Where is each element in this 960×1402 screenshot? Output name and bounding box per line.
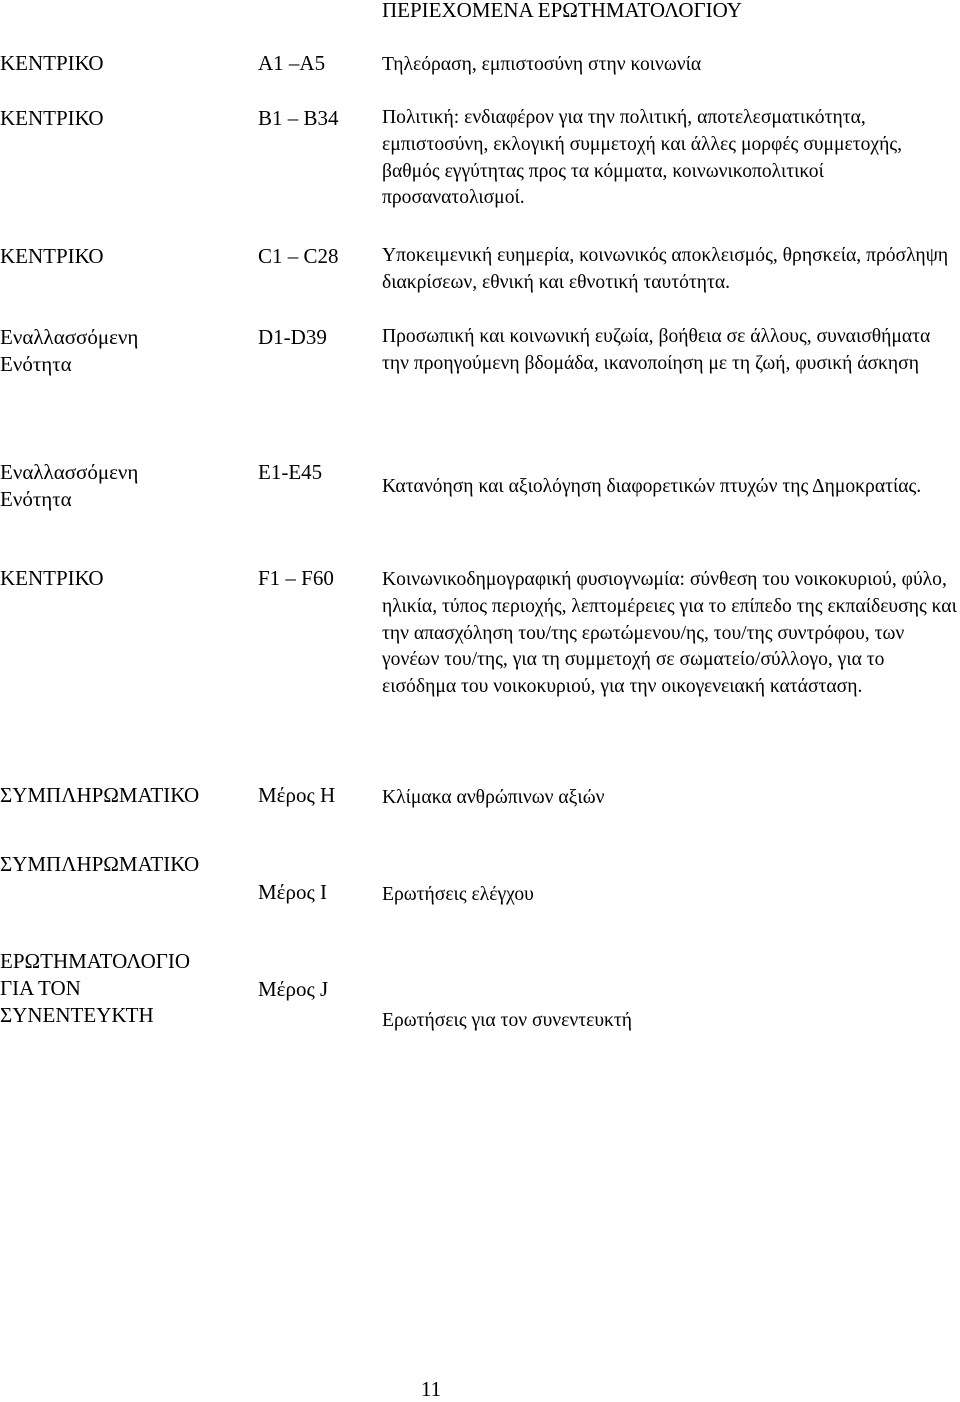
row-code: D1-D39 [258, 325, 327, 349]
row-content: Προσωπική και κοινωνική ευζωία, βοήθεια σε άλλους, συναισθήματα την προηγούμενη βδομάδα, ικανοποίηση με τη ζωή, φυσική άσκηση [382, 326, 931, 374]
row-content: Τηλεόραση, εμπιστοσύνη στην κοινωνία [382, 54, 702, 75]
page-title: ΠΕΡΙΕΧΟΜΕΝΑ ΕΡΩΤΗΜΑΤΟΛΟΓΙΟΥ [382, 0, 742, 22]
row-code: B1 – B34 [258, 106, 339, 130]
row-content: Ερωτήσεις για τον συνεντευκτή [382, 1010, 633, 1031]
row-content: Πολιτική: ενδιαφέρον για την πολιτική, αποτελεσματικότητα, εμπιστοσύνη, εκλογική συμμετοχή και άλλες μορφές συμμετοχής, βαθμός εγγύτητας προς τα κόμματα, κοινωνικοπολιτικοί προσανατολισμοί. [382, 107, 902, 209]
row-type: ΣΥΜΠΛΗΡΩΜΑΤΙΚΟ [0, 852, 200, 876]
row-type: ΕΡΩΤΗΜΑΤΟΛΟΓΙΟ ΓΙΑ ΤΟΝ ΣΥΝΕΝΤΕΥΚΤΗ [0, 949, 191, 1027]
row-code: E1-E45 [258, 460, 323, 484]
row-content: Υποκειμενική ευημερία, κοινωνικός αποκλεισμός, θρησκεία, πρόσληψη διακρίσεων, εθνική και εθνοτική ταυτότητα. [382, 245, 949, 293]
row-type: Εναλλασσόμενη Ενότητα [0, 460, 139, 511]
row-code: C1 – C28 [258, 244, 339, 268]
row-code: Μέρος J [258, 977, 329, 1001]
row-content: Κοινωνικοδημογραφική φυσιογνωμία: σύνθεση του νοικοκυριού, φύλο, ηλικία, τύπος περιοχής, λεπτομέρειες για το επίπεδο της εκπαίδευσης και την απασχόληση του/της ερωτώμενου/ης, του/της συντρόφου, των γονέων του/της, για τη συμμετοχή σε σωματείο/σύλλογο, για το εισόδημα του νοικοκυριού, για την οικογενειακή κατάσταση. [382, 569, 957, 698]
row-type: ΣΥΜΠΛΗΡΩΜΑΤΙΚΟ [0, 783, 200, 807]
row-type: ΚΕΝΤΡΙΚΟ [0, 106, 104, 130]
row-content: Κατανόηση και αξιολόγηση διαφορετικών πτυχών της Δημοκρατίας. [382, 476, 922, 497]
row-content: Ερωτήσεις ελέγχου [382, 884, 534, 905]
row-code: F1 – F60 [258, 566, 334, 590]
row-code: Μέρος I [258, 880, 328, 904]
row-code: A1 –A5 [258, 51, 326, 75]
row-type: Εναλλασσόμενη Ενότητα [0, 325, 139, 376]
row-type: ΚΕΝΤΡΙΚΟ [0, 566, 104, 590]
row-code: Μέρος H [258, 783, 336, 807]
row-type: ΚΕΝΤΡΙΚΟ [0, 51, 104, 75]
row-type: ΚΕΝΤΡΙΚΟ [0, 244, 104, 268]
page-number: 11 [420, 1377, 442, 1401]
row-content: Κλίμακα ανθρώπινων αξιών [382, 787, 605, 808]
